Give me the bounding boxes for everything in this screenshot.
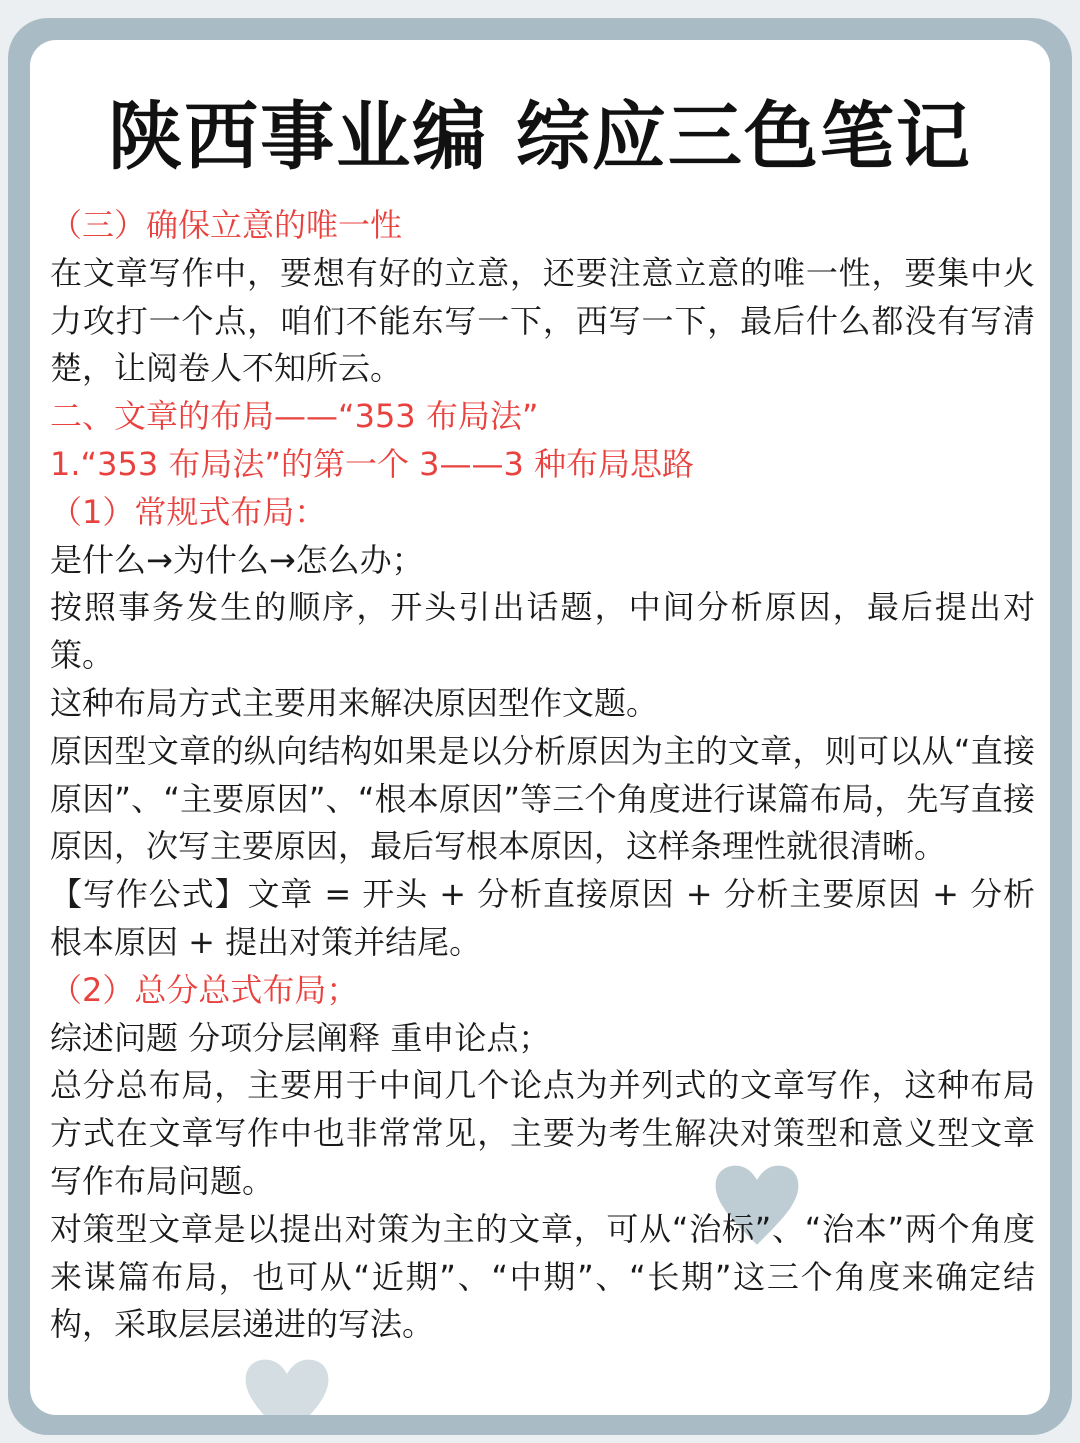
paragraph: 在文章写作中，要想有好的立意，还要注意立意的唯一性，要集中火力攻打一个点，咱们不能东写一下，西写一下，最后什么都没有写清楚，让阅卷人不知所云。 [50,253,1035,388]
paragraph: 对策型文章是以提出对策为主的文章，可从“治标”、“治本”两个角度来谋篇布局，也可从“近期”、“中期”、“长期”这三个角度来确定结构，采取层层递进的写法。 [50,1209,1035,1344]
heart-icon [242,1356,332,1415]
subsection-heading: （2）总分总式布局； [50,970,359,1009]
paragraph: 是什么→为什么→怎么办； [50,540,424,579]
subsection-heading: （1）常规式布局： [50,492,327,531]
paragraph: 这种布局方式主要用来解决原因型作文题。 [50,683,659,722]
section-heading: 1.“353 布局法”的第一个 3——3 种布局思路 [50,444,695,483]
note-body [50,202,1035,1349]
paragraph: 按照事务发生的顺序，开头引出话题，中间分析原因，最后提出对策。 [50,588,1035,675]
page-title: 陕西事业编 综应三色笔记 [108,94,972,180]
note-card [30,40,1050,1415]
section-heading: 二、文章的布局——“353 布局法” [50,397,539,436]
formula-paragraph: 【写作公式】文章 = 开头 + 分析直接原因 + 分析主要原因 + 分析根本原因 + 提出对策并结尾。 [50,875,1035,961]
paragraph: 总分总布局，主要用于中间几个论点为并列式的文章写作，这种布局方式在文章写作中也非常常见，主要为考生解决对策型和意义型文章写作布局问题。 [50,1066,1035,1200]
paragraph: 综述问题 分项分层阐释 重申论点； [50,1018,551,1057]
section-heading: （三）确保立意的唯一性 [50,206,403,244]
paragraph: 原因型文章的纵向结构如果是以分析原因为主的文章，则可以从“直接原因”、“主要原因”、“根本原因”等三个角度进行谋篇布局，先写直接原因，次写主要原因，最后写根本原因，这样条理性就很清晰。 [50,731,1035,866]
